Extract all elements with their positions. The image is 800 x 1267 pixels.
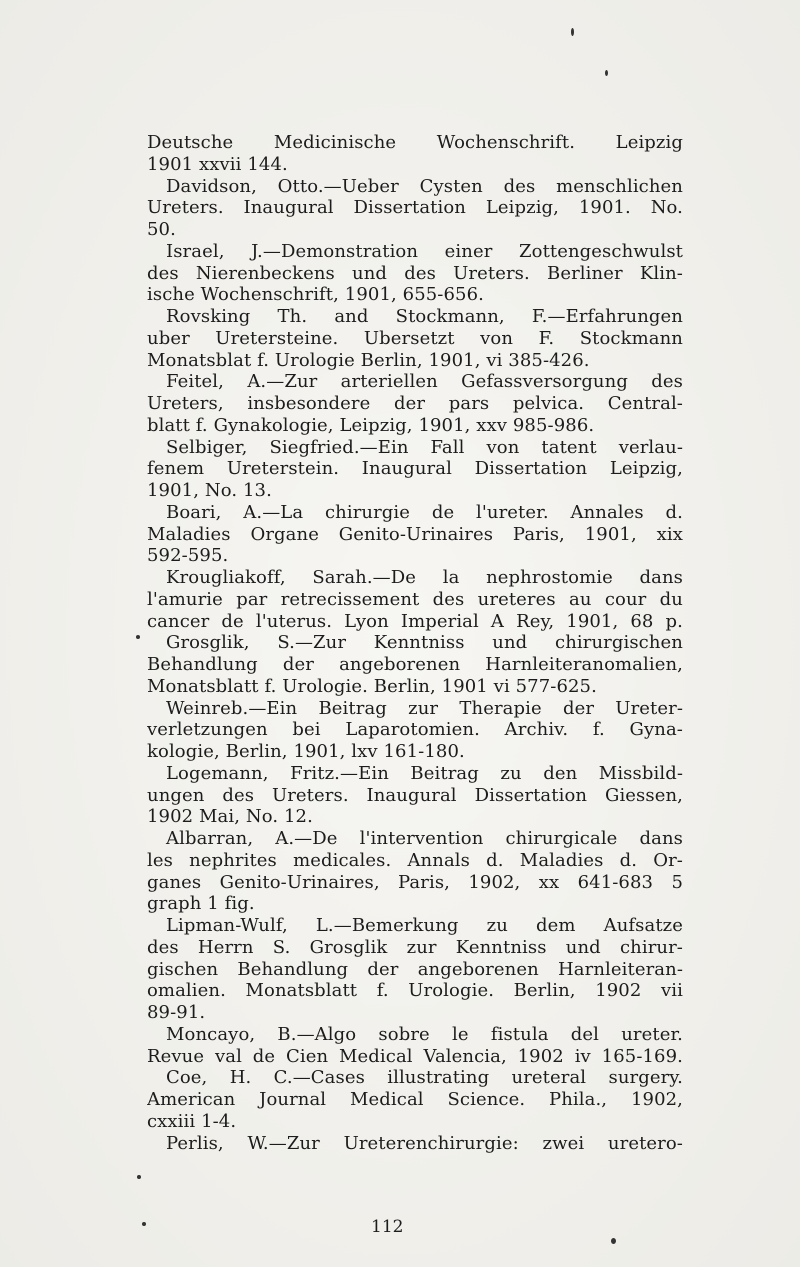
text-line: Krougliakoff, Sarah.—De la nephrostomie dans — [166, 567, 683, 588]
text-line: 1901 xxvii 144. — [147, 153, 288, 175]
text-line: Selbiger, Siegfried.—Ein Fall von tatent verlau- — [166, 436, 683, 458]
text-line: Boari, A.—La chirurgie de l'ureter. Annales d. — [166, 501, 683, 523]
text-line: 50. — [147, 219, 176, 240]
scan-speck — [136, 635, 140, 639]
text-line: Perlis, W.—Zur Ureterenchirurgie: zwei uretero- — [166, 1132, 683, 1154]
text-line: ungen des Ureters. Inaugural Dissertation Giessen, — [147, 784, 683, 806]
text-line: verletzungen bei Laparotomien. Archiv. f. Gyna- — [147, 719, 683, 741]
text-line: Albarran, A.—De l'intervention chirurgicale dans — [166, 828, 683, 849]
scan-speck — [605, 70, 608, 76]
text-line: des Nierenbeckens und des Ureters. Berliner Klin- — [147, 262, 683, 284]
text-line: les nephrites medicales. Annals d. Maladies d. Or- — [147, 849, 683, 871]
text-line: Maladies Organe Genito-Urinaires Paris, 1901, xix — [147, 523, 683, 545]
text-line: Rovsking Th. and Stockmann, F.—Erfahrungen — [166, 306, 683, 327]
text-line: Weinreb.—Ein Beitrag zur Therapie der Ureter- — [166, 697, 683, 719]
text-line: blatt f. Gynakologie, Leipzig, 1901, xxv 985-986. — [147, 414, 595, 436]
text-line: gischen Behandlung der angeborenen Harnleiteran- — [147, 958, 683, 980]
text-line: cxxiii 1-4. — [147, 1110, 237, 1132]
text-line: graph 1 fig. — [147, 893, 255, 915]
text-line: ganes Genito-Urinaires, Paris, 1902, xx 641-683 5 — [147, 871, 683, 893]
text-line: American Journal Medical Science. Phila., 1902, — [147, 1089, 683, 1110]
text-line: Moncayo, B.—Algo sobre le fistula del ureter. — [166, 1023, 683, 1045]
text-line: Monatsblat f. Urologie Berlin, 1901, vi 385-426. — [147, 349, 590, 371]
text-line: 89-91. — [147, 1002, 206, 1023]
text-line: Logemann, Fritz.—Ein Beitrag zu den Missbild- — [166, 762, 683, 784]
text-line: Israel, J.—Demonstration einer Zottengeschwulst — [166, 240, 683, 262]
text-line: Coe, H. C.—Cases illustrating ureteral surgery. — [166, 1067, 683, 1089]
text-line: Behandlung der angeborenen Harnleiteranomalien, — [147, 654, 683, 675]
text-line: Ureters, insbesondere der pars pelvica. Central- — [147, 393, 683, 414]
text-line: Deutsche Medicinische Wochenschrift. Leipzig — [147, 132, 683, 153]
text-line: Monatsblatt f. Urologie. Berlin, 1901 vi 577-625. — [147, 675, 597, 697]
bibliography-text — [147, 132, 683, 1154]
text-line: ische Wochenschrift, 1901, 655-656. — [147, 284, 484, 306]
scan-speck — [611, 1238, 616, 1244]
text-line: Lipman-Wulf, L.—Bemerkung zu dem Aufsatze — [166, 915, 683, 936]
text-line: des Herrn S. Grosglik zur Kenntniss und chirur- — [147, 936, 683, 958]
text-line: Grosglik, S.—Zur Kenntniss und chirurgischen — [166, 632, 683, 654]
text-line: Davidson, Otto.—Ueber Cysten des menschlichen — [166, 175, 683, 197]
text-line: 592-595. — [147, 545, 229, 567]
text-line: Ureters. Inaugural Dissertation Leipzig, 1901. No. — [147, 197, 683, 219]
text-line: kologie, Berlin, 1901, lxv 161-180. — [147, 741, 465, 762]
scan-speck — [137, 1175, 141, 1179]
text-line: 1901, No. 13. — [147, 480, 272, 501]
text-line: l'amurie par retrecissement des ureteres au cour du — [147, 588, 683, 610]
text-line: Revue val de Cien Medical Valencia, 1902 iv 165-169. — [147, 1045, 683, 1067]
text-line: 1902 Mai, No. 12. — [147, 806, 313, 828]
scan-speck — [571, 28, 574, 36]
scan-speck — [142, 1222, 146, 1226]
text-line: Feitel, A.—Zur arteriellen Gefassversorgung des — [166, 371, 683, 393]
text-line: cancer de l'uterus. Lyon Imperial A Rey, 1901, 68 p. — [147, 610, 683, 632]
text-line: omalien. Monatsblatt f. Urologie. Berlin, 1902 vii — [147, 980, 683, 1002]
text-line: fenem Ureterstein. Inaugural Dissertation Leipzig, — [147, 458, 683, 480]
text-line: uber Uretersteine. Ubersetzt von F. Stockmann — [147, 327, 683, 349]
page-number: 112 — [371, 1217, 404, 1237]
